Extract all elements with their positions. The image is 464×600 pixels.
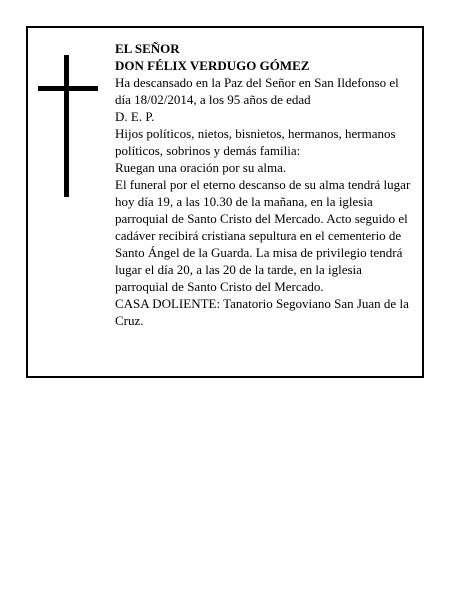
prayer-request: Ruegan una oración por su alma. — [115, 160, 287, 175]
obituary-notice — [26, 26, 424, 378]
death-info: Ha descansado en la Paz del Señor en San Ildefonso el día 18/02/2014, a los 95 años de edad — [115, 75, 399, 107]
rip-text: D. E. P. — [115, 109, 155, 124]
funeral-info: El funeral por el eterno descanso de su alma tendrá lugar hoy día 19, a las 10.30 de la mañana, en la iglesia parroquial de Santo Cristo del Mercado. Acto seguido el cadáver recibirá cristiana sepultura en el cementerio de Santo Ángel de la Guarda. La misa de privilegio tendrá lugar el día 20, a las 20 de la tarde, en la iglesia parroquial de Santo Cristo del Mercado. — [115, 177, 411, 294]
cross-vertical-bar — [64, 55, 69, 197]
obituary-text — [115, 40, 417, 329]
cross-icon — [38, 55, 98, 197]
family-text: Hijos políticos, nietos, bisnietos, hermanos, hermanos políticos, sobrinos y demás familia: — [115, 126, 396, 158]
cross-horizontal-bar — [38, 86, 98, 91]
deceased-name: DON FÉLIX VERDUGO GÓMEZ — [115, 58, 310, 73]
notice-title-line-1: EL SEÑOR — [115, 41, 180, 56]
mourning-house: CASA DOLIENTE: Tanatorio Segoviano San Juan de la Cruz. — [115, 296, 409, 328]
